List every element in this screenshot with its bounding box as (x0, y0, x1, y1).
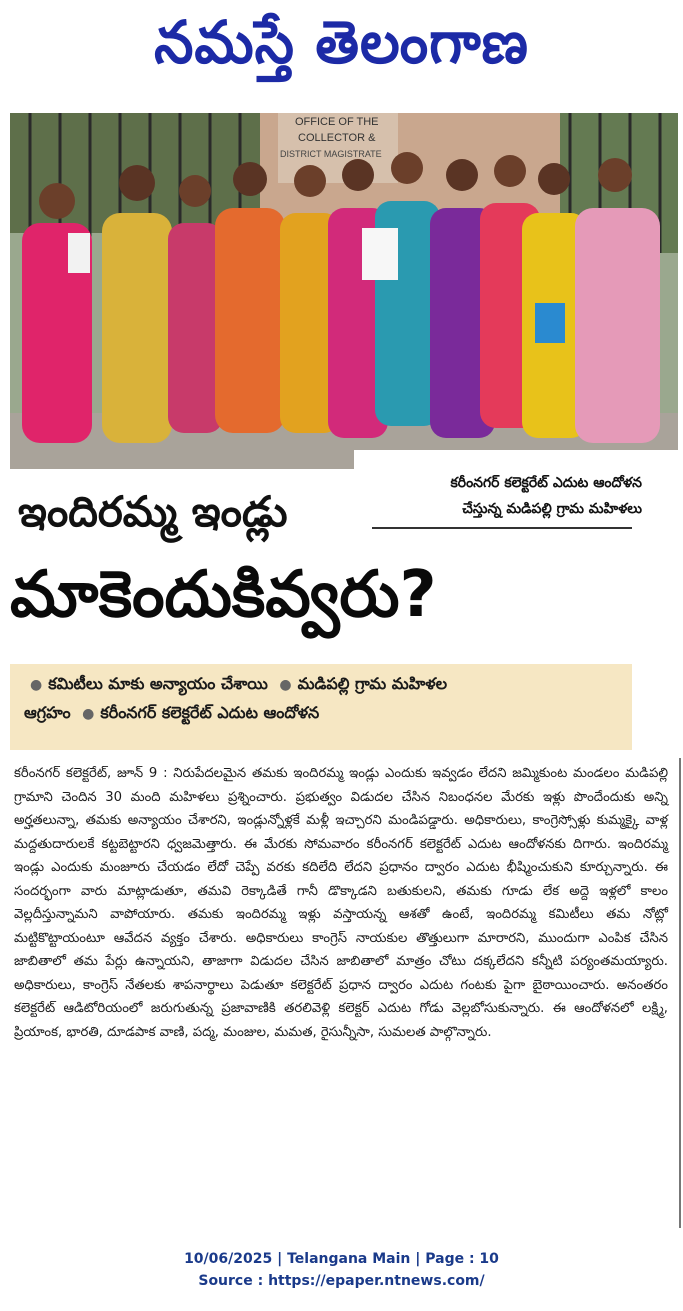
caption-underline (372, 527, 632, 529)
footer-source: Source : https://epaper.ntnews.com/ (198, 1273, 485, 1289)
article-body (14, 762, 668, 1044)
masthead (0, 0, 683, 100)
subhead-line-2 (24, 699, 618, 728)
news-photo (10, 113, 678, 469)
subhead-1b: మడిపల్లి గ్రామ మహిళల (297, 674, 448, 693)
footer-edition-info: 10/06/2025 | Telangana Main | Page : 10 (184, 1251, 499, 1267)
subhead-2b: కరీంనగర్ కలెక్టరేట్ ఎదుట ఆందోళన (100, 703, 320, 722)
main-headline: మాకెందుకివ్వరు? (10, 558, 437, 632)
page-footer (0, 1248, 683, 1292)
subheadline-box (10, 664, 632, 750)
article-paragraph: కరీంనగర్ కలెక్టరేట్, జూన్ 9 : నిరుపేదలమైన తమకు ఇందిరమ్మ ఇండ్లు ఎందుకు ఇవ్వడం లేదని జమ్మికుంట మండలం మడిపల్లి గ్రామాని చెందిన 30 మంది మహిళలు ప్రశ్నించారు. ప్రభుత్వం విడుదల చేసిన నిబంధనల మేరకు ఇళ్లు పొందేందుకు అన్ని అర్హతలున్నా, తమకు అన్యాయం చేశారని, ఇండ్లున్నోళ్లకే మళ్లీ ఇచ్చారని మండిపడ్డారు. అధికారులు, కాంగ్రెస్సోళ్లు కుమ్మక్కై వాళ్ల మద్దతుదారులకే కట్టబెట్టారని ధ్వజమెత్తారు. ఈ మేరకు సోమవారం కరీంనగర్ కలెక్టరేట్ ఎదుట ఆందోళనకు దిగారు. ఇందిరమ్మ ఇండ్లు ఎందుకు మంజూరు చేయడం లేదో చెప్పే వరకు కదిలేది లేదని ప్రధానం ద్వారం ఎదుట భీష్మించుకుని కూర్చున్నారు. ఈ సందర్భంగా వారు మాట్లాడుతూ, తమవి రెక్కాడితే గానీ డొక్కాడని బతుకులని, తమకు గూడు లేక అద్దె ఇళ్లలో కాలం వెల్లదీస్తున్నామని వాపోయారు. తమకు ఇందిరమ్మ ఇళ్లు వస్తాయన్న ఆశతో ఉంటే, ఇందిరమ్మ కమిటీలు తమ నోట్లో మట్టికొట్టాయంటూ ఆవేదన వ్యక్తం చేశారు. అధికారులు కాంగ్రెస్ నాయకుల తొత్తులుగా మారారని, ముందుగా ఎంపిక చేసిన జాబితాలో తమ పేర్లు ఉన్నాయని, తాజాగా విడుదల చేసిన జాబితాలో మాత్రం చోటు దక్కలేదని కన్నీటి పర్యంతమయ్యారు. అధికారులు, కాంగ్రెస్ నేతలకు శాపనార్థాలు పెడుతూ కలెక్టరేట్ ప్రధాన ద్వారం ఎదుట గంటకు పైగా బైఠాయించారు. అనంతరం కలెక్టరేట్ ఆడిటోరియంలో జరుగుతున్న ప్రజావాణికి తరలివెళ్లి కలెక్టర్ ఎదుట గోడు వెల్లబోసుకున్నారు. ఈ ఆందోళనలో లక్ష్మి, ప్రియాంక, భారతి, దూడపాక వాణి, పద్మ, మంజుల, మమత, రైసున్నీసా, సుమలత పాల్గొన్నారు. (14, 766, 668, 1040)
subhead-2a: ఆగ్రహం (24, 703, 71, 722)
subhead-1a: కమిటీలు మాకు అన్యాయం చేశాయి (48, 674, 268, 693)
newspaper-logo: నమస్తే తెలంగాణ (154, 8, 529, 78)
kicker-headline: ఇందిరమ్మ ఇండ్లు (18, 487, 288, 536)
subhead-line-1 (24, 664, 618, 699)
caption-line-2: చేస్తున్న మడిపల్లి గ్రామ మహిళలు (462, 501, 642, 517)
sign-line-2: COLLECTOR & (298, 132, 376, 144)
column-divider (679, 758, 681, 1228)
bullet-icon: ● (30, 677, 43, 693)
photo-caption (372, 470, 642, 522)
bullet-icon: ● (82, 706, 95, 722)
protest-photo-illustration (10, 113, 678, 469)
sign-line-3: DISTRICT MAGISTRATE (280, 149, 382, 159)
bullet-icon: ● (279, 677, 292, 693)
caption-line-1: కరీంనగర్ కలెక్టరేట్ ఎదుట ఆందోళన (450, 475, 642, 491)
sign-line-1: OFFICE OF THE (295, 116, 379, 128)
